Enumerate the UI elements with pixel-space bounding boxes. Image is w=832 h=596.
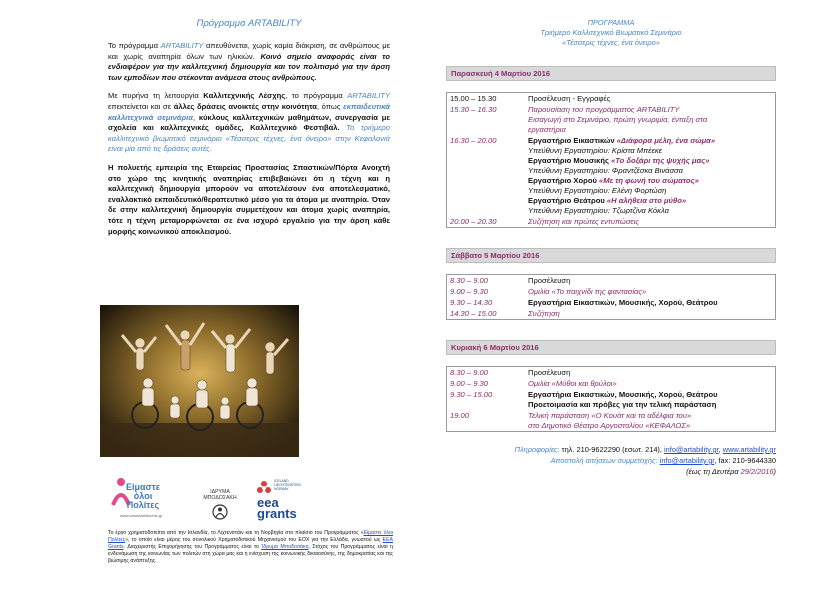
schedule-row: [447, 367, 776, 379]
funding-footnote: Το έργο χρηματοδοτείται από την Ισλανδία, το Λιχτενστάιν και τη Νορβηγία στο πλαίσιο του Προγράμματος «Είμαστε όλοι Πολίτες», το οποίο είναι μέρος του συνολικού Χρηματοδοτικού Μηχανισμού του ΕΟΧ για την Ελλάδα, γνωστού ως EEA Grants. Διαχειριστής Επιχορήγησης του Προγράμματος είναι το Ίδρυμα Μποδοσάκη. Στόχος του Προγράμματος είναι η ενδυνάμωση της κοινωνίας των πολιτών στη χώρα μας και η ενίσχυση της κοινωνικής δικαιοσύνης, της δημοκρατίας και της βιώσιμης ανάπτυξης.: [108, 530, 393, 564]
apply-email-link[interactable]: info@artability.gr: [659, 456, 715, 465]
day-1: [446, 66, 776, 228]
website-link[interactable]: www.artability.gr: [722, 445, 776, 454]
activity-text: Εργαστήρια Εικαστικών, Μουσικής, Χορού, Θεάτρου: [528, 297, 718, 307]
activity-text: Προσέλευση: [528, 275, 571, 285]
schedule-activity: [525, 389, 776, 410]
schedule-time: 16.30 – 20.00: [450, 135, 497, 145]
activity-text: Συζήτηση και πρώτες εντυπώσεις: [528, 216, 640, 226]
schedule-activity: [525, 308, 776, 320]
schedule-time: 15.00 – 15.30: [450, 93, 497, 103]
schedule-activity: [525, 216, 776, 228]
schedule-time: 19.00: [450, 410, 470, 420]
activity-text: Συζήτηση: [528, 308, 560, 318]
schedule-time: 9.30 – 15.00: [450, 389, 493, 399]
activity-text: «Διάφορα μέλη, ένα σώμα»: [616, 135, 716, 145]
contact-info: Πληροφορίες: τηλ. 210-9622290 (εσωτ. 214), info@artability.gr, www.artability.gr Αποστολή αιτήσεων συμμετοχής: info@artability.gr, fax: 210-9644330 (έως τη Δευτέρα 29/2/2016): [514, 445, 776, 476]
brand-name: ARTABILITY: [160, 41, 204, 50]
schedule-table: [446, 274, 776, 320]
eea-grants-logo: ICELAND LIECHTENSTEIN NORWAY eea grants: [257, 479, 301, 521]
schedule-row: [447, 216, 776, 228]
activity-text: Ομιλία «Το παιχνίδι της φαντασίας»: [528, 286, 647, 296]
schedule-row: [447, 104, 776, 135]
activity-text: Εργαστήριο Μουσικής: [528, 155, 612, 165]
photo-image: [100, 305, 299, 457]
program-heading: ΠΡΟΓΡΑΜΜΑ Τριήμερο Καλλιτεχνικό Βιωματικό Σεμινάριο «Τέσσερις τέχνες, ένα όνειρο»: [540, 18, 682, 47]
experience-paragraph: Η πολυετής εμπειρία της Εταιρείας Προστασίας Σπαστικών/Πόρτα Ανοιχτή στο χώρο της κινητικής αναπηρίας επιβεβαιώνει ότι η τέχνη και η καλλιτεχνική δημιουργία μπορούν να αποτελέσουν ένα αποτελεσματικό, εναλλακτικό εκπαιδευτικό/θεραπευτικό μέσο για τα άτομα με αναπηρία. Όταν δε στην καλλιτεχνική δημιουργία συμμετέχουν και άτομα χωρίς αναπηρία, τότε η τέχνη μεταμορφώνεται σε ένα ισχυρό εργαλείο για την άρση κάθε μορφής κοινωνικού αποκλεισμού.: [108, 162, 390, 236]
eea-grants-link[interactable]: EEA Grants: [108, 537, 393, 550]
schedule-time: 20.00 – 20.30: [450, 216, 497, 226]
activity-text: Εισαγωγή στο Σεμινάριο, πρώτη γνωριμία, ένταξη στα: [528, 114, 708, 124]
schedule-row: [447, 378, 776, 389]
left-column: [108, 18, 390, 245]
actions-paragraph: Με πυρήνα τη λειτουργία Καλλιτεχνικής Λέσχης, το πρόγραμμα ARTABILITY επεκτείνεται και σε άλλες δράσεις ανοικτές στην κοινότητα, όπως εκπαιδευτικά καλλιτεχνικά σεμινάρια, κύκλους καλλιτεχνικών μαθημάτων, συνεργασία με σχολεία και καλλιτεχνικές ομάδες, Καλλιτεχνικό Φεστιβάλ. Το τριήμερο καλλιτεχνικό βιωματικό σεμινάριο «Τέσσερις τέχνες, ένα όνειρο» στην Κεφαλονιά είναι μία από τις δράσεις αυτές.: [108, 91, 391, 154]
activity-text: Εργαστήριο Θεάτρου: [528, 195, 607, 205]
schedule-row: [447, 297, 776, 308]
schedule-row: [447, 308, 776, 320]
activity-text: Προσέλευση - Εγγραφές: [528, 93, 611, 103]
schedule-activity: [525, 275, 776, 287]
activity-text: «Η αλήθεια στο μύθο»: [606, 195, 687, 205]
schedule-row: [447, 286, 776, 297]
schedule-time: 14.30 – 15.00: [450, 308, 497, 318]
schedule-activity: [525, 104, 776, 135]
schedule-activity: [525, 367, 776, 379]
right-column: [446, 18, 776, 477]
schedule-row: [447, 135, 776, 216]
schedule: [446, 66, 776, 432]
citizens-link[interactable]: Είμαστε όλοι Πολίτες: [108, 530, 393, 543]
schedule-row: [447, 275, 776, 287]
activity-text: Παρουσίαση του προγράμματος ARTABILITY: [528, 104, 680, 114]
schedule-activity: [525, 93, 776, 105]
activity-text: Υπεύθυνη Εργαστηρίου: Τζωρτζίνα Κόκλα: [528, 205, 669, 215]
schedule-activity: [525, 286, 776, 297]
activity-text: Υπεύθυνη Εργαστηρίου: Κρίστα Μπέεκε: [528, 145, 662, 155]
schedule-row: [447, 93, 776, 105]
schedule-activity: [525, 297, 776, 308]
schedule-time: 9.30 – 14.30: [450, 297, 493, 307]
schedule-activity: [525, 378, 776, 389]
info-email-link[interactable]: info@artability.gr: [664, 445, 719, 454]
activity-text: Υπεύθυνη Εργαστηρίου: Φραντζέσκα Βινάσσα: [528, 165, 683, 175]
deadline-date: 29/2/2016: [740, 467, 774, 476]
activity-text: Εργαστήριο Εικαστικών: [528, 135, 617, 145]
day-header: Παρασκευή 4 Μαρτίου 2016: [446, 66, 776, 81]
bodossaki-logo: ΙΔΡΥΜΑ ΜΠΟΔΟΣΑΚΗ: [195, 473, 245, 523]
citizens-logo: Είμαστε όλοι Πολίτες www.weareallcitizens.gr: [110, 473, 182, 523]
activity-text: Τελική παράσταση «Ο Κουάτ και τα αδέλφια του»: [528, 410, 692, 420]
day-header: Σάββατο 5 Μαρτίου 2016: [446, 248, 776, 263]
activity-text: εργαστήρια: [528, 124, 566, 134]
activity-text: Προετοιμασία και πρόβες για την τελική παράσταση: [528, 399, 717, 409]
intro-paragraph: Το πρόγραμμα ARTABILITY απευθύνεται, χωρίς καμία διάκριση, σε ανθρώπους με και χωρίς αναπηρία όλων των ηλικιών. Κοινό σημείο αναφοράς είναι το ενδιαφέρον για την καλλιτεχνική δημιουργία και τον πολιτισμό για την άρση των εμποδίων που στέκονται ανάμεσα στους ανθρώπους.: [108, 41, 390, 82]
bodossaki-link[interactable]: Ίδρυμα Μποδοσάκη: [261, 544, 309, 550]
activity-text: «Το δοξάρι της ψυχής μας»: [611, 155, 710, 165]
sponsor-logos: [110, 473, 320, 523]
schedule-time: 15.30 – 16.30: [450, 104, 497, 114]
schedule-table: [446, 92, 776, 228]
schedule-table: [446, 366, 776, 432]
schedule-activity: [525, 135, 776, 216]
performance-photo: [100, 305, 299, 457]
day-3: [446, 340, 776, 432]
activity-text: Προσέλευση: [528, 367, 571, 377]
schedule-time: 8.30 – 9.00: [450, 275, 489, 285]
activity-text: στο Δημοτικό Θέατρο Αργοστολίου «ΚΕΦΑΛΟΣ»: [528, 420, 691, 430]
activity-text: Ομιλία «Μύθοι και θρύλοι»: [528, 378, 617, 388]
schedule-time: 9.00 – 9.30: [450, 378, 489, 388]
schedule-time: 8.30 – 9.00: [450, 367, 489, 377]
activity-text: Εργαστήριο Χορού: [528, 175, 600, 185]
day-header: Κυριακή 6 Μαρτίου 2016: [446, 340, 776, 355]
activity-text: «Με τη φωνή του σώματος»: [599, 175, 699, 185]
schedule-time: 9.00 – 9.30: [450, 286, 489, 296]
day-2: [446, 248, 776, 320]
activity-text: Υπεύθυνη Εργαστηρίου: Ελένη Φορτώση: [528, 185, 667, 195]
schedule-row: [447, 410, 776, 432]
schedule-row: [447, 389, 776, 410]
bodossaki-emblem-icon: [211, 503, 229, 521]
activity-text: Εργαστήρια Εικαστικών, Μουσικής, Χορού, Θεάτρου: [528, 389, 718, 399]
program-title: Πρόγραμμα ARTABILITY: [196, 18, 302, 29]
schedule-activity: [525, 410, 776, 432]
